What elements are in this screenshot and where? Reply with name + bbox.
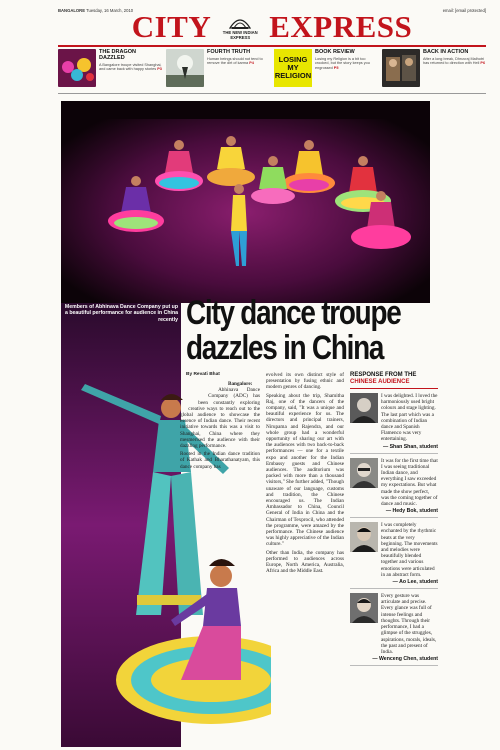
- quote-text: Every gesture was articulate and precise. Every glance was full of intense feelings and thoughts. Through their performance, I had a glimpse of the struggles, aspirations, morals, ideals, the past and present of India.: [381, 593, 437, 655]
- masthead-rule: [58, 45, 486, 47]
- teaser-item[interactable]: [382, 49, 486, 91]
- masthead-subtitle: THE NEW INDIAN EXPRESS: [222, 30, 258, 40]
- teaser-item[interactable]: [274, 49, 378, 91]
- audience-quote: [350, 593, 438, 655]
- sidebar-subtitle: CHINESE AUDIENCE: [350, 379, 438, 389]
- edition-date: BANGALORE Tuesday, 16 March, 2010: [58, 8, 134, 13]
- headline-line-1: City dance troupe: [186, 294, 401, 332]
- portrait-thumbnail: [350, 393, 378, 423]
- teaser-text: After a long break, Dhruvraj Malhotri has returned to direction with Hell P6: [423, 57, 486, 66]
- quote-attribution: — Ao Lee, student: [350, 579, 438, 589]
- quote-attribution: — Hedy Bok, student: [350, 508, 438, 518]
- article-paragraph: evolved its own distinct style of presentation by fusing ethnic and modern genres of dancing.: [266, 372, 344, 391]
- dance-photo-image: [61, 101, 430, 303]
- portrait-thumbnail: [350, 522, 378, 552]
- headline-line-2: dazzles in China: [186, 329, 384, 367]
- article-column-2: [266, 372, 344, 577]
- portrait-thumbnail: [350, 458, 378, 488]
- teaser-text: Losing my Religion is a bit too crooked, but the story keeps you engrossed P5: [315, 57, 370, 70]
- main-dance-photo: [61, 101, 430, 303]
- quote-text: I was delighted. I loved the harmoniously used bright colours and stage lighting. The last part which was a combination of Indian dance and Spanish Flamenco was very entertaining.: [381, 393, 438, 443]
- article-paragraph: Other than India, the company has performed to audiences across Europe, North America, Australia, Africa and the Middle East.: [266, 549, 344, 575]
- quote-attribution: — Wenceng Chen, student: [350, 656, 438, 666]
- teaser-thumbnail: [166, 49, 204, 87]
- article-paragraph: Speaking about the trip, Shamitha Raj, one of the dancers of the company, said, "It was a unique and beautiful experience for us. The directors and principal trainers, Nirupama and Rajendra, and our whole group had a wonderful opportunity of sharing our art with the audiences with two back-to-back performances — one for a textile expo and another for the Indian Embassy guests and Chinese audiences. The auditorium was packed with more than a thousand visitors," She further added, "Though unaware of our language, customs and tradition, the Chinese encouraged us. The Indian Ambassador to China, Council General of India in China and the Chairman of Texprocil, who attended the programme, were amazed by the performance. The Chinese audience was highly appreciative of the Indian culture.": [266, 392, 344, 548]
- byline: By Revati Bhat: [186, 372, 220, 377]
- response-sidebar: [350, 372, 438, 666]
- quote-text: It was for the first time that I was seeing traditional Indian dance, and everything I saw exceeded my expectations. But what made the show perfect, was the coming together of dance and music.: [381, 457, 438, 508]
- masthead-express: EXPRESS: [269, 9, 413, 44]
- teaser-item[interactable]: [166, 49, 270, 91]
- teaser-thumbnail: [382, 49, 420, 87]
- teaser-thumbnail: [58, 49, 96, 87]
- article-paragraph: Rooted in the Indian dance tradition of Kathak and Bharathanatyam, this dance company has: [180, 451, 260, 470]
- photo-caption: Members of Abhinava Dance Company put up a beautiful performance for audience in China recently: [64, 304, 178, 323]
- headline: [186, 294, 401, 367]
- audience-quote: [350, 393, 438, 443]
- audience-quote: [350, 458, 438, 508]
- teaser-title: FOURTH TRUTH: [207, 49, 251, 55]
- teaser-text: A Bangalore troupe visited Shanghai, and came back with happy stories P3: [99, 63, 162, 72]
- teaser-title: BACK IN ACTION: [423, 49, 469, 55]
- masthead-emblem: [217, 14, 263, 40]
- teaser-text: Human beings should not tend to remove the dirt of karma P4: [207, 57, 263, 66]
- article-column-1: [180, 381, 260, 472]
- masthead-city: CITY: [131, 9, 212, 44]
- teaser-item[interactable]: [58, 49, 162, 91]
- emblem-icon: [228, 14, 252, 30]
- sidebar-title: RESPONSE FROM THE: [350, 372, 417, 378]
- portrait-thumbnail: [350, 593, 378, 623]
- teaser-strip: [58, 49, 486, 91]
- contact-email: email: [email protected]: [442, 8, 486, 13]
- audience-quote: [350, 522, 438, 578]
- quote-text: I was completely enchanted by the rhythmic beats at the very beginning. The movements and melodies were beautifully blended together and various emotions were articulated in an abstract form.: [381, 522, 438, 578]
- teaser-title: THE DRAGON DAZZLED: [99, 49, 136, 61]
- article-paragraph: Bangalore: Abhinava Dance Company (ADC) has been constantly exploring creative ways to reach out to the global audience to showcase the essence of Indian dance. Their recent initiative towards this was a visit to Shanghai, China where they mesmerised the audience with their dazzling performance.: [180, 381, 260, 450]
- teaser-title: BOOK REVIEW: [315, 49, 355, 55]
- quote-attribution: — Shan Shan, student: [350, 444, 438, 454]
- book-cover-badge: LOSING MY RELIGION: [274, 49, 312, 87]
- teaser-rule: [58, 93, 486, 94]
